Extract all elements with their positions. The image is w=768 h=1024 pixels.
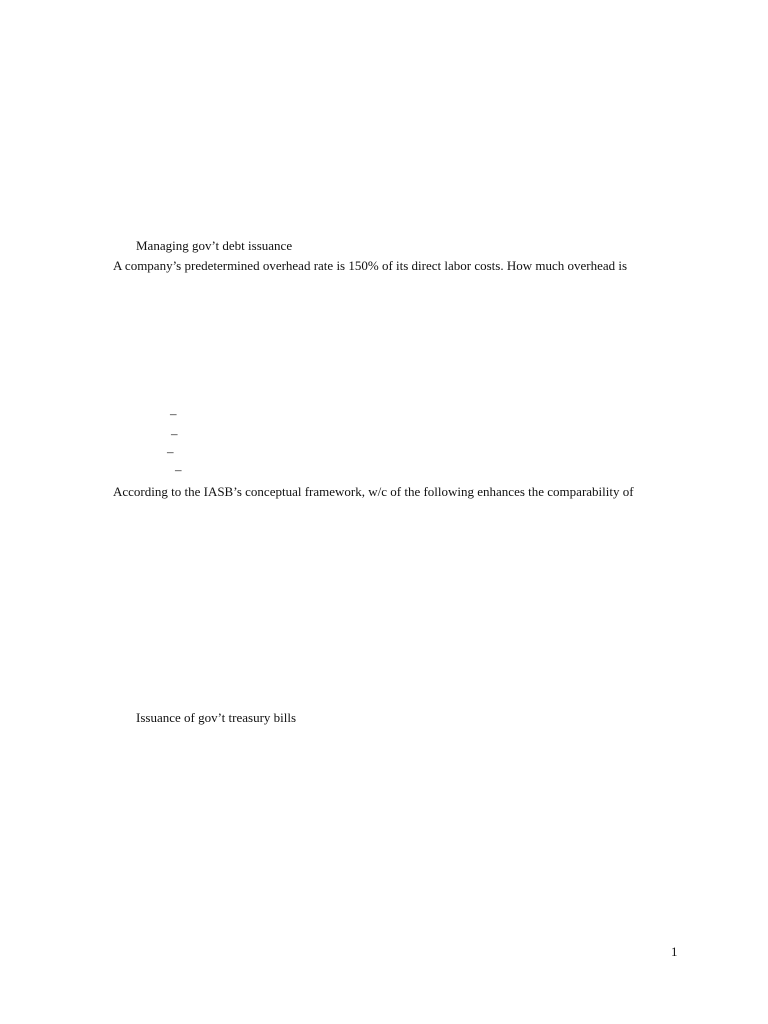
heading-line-debt-issuance: Managing gov’t debt issuance xyxy=(136,238,293,253)
question-line-overhead-rate: A company’s predetermined overhead rate is 150% of its direct labor costs. How much overhead is xyxy=(113,258,628,273)
dash-marker-1: – xyxy=(170,406,177,421)
dash-marker-4: – xyxy=(175,462,182,477)
heading-line-treasury-bills: Issuance of gov’t treasury bills xyxy=(136,710,297,725)
dash-marker-2: – xyxy=(171,426,178,441)
question-line-iasb-framework: According to the IASB’s conceptual framework, w/c of the following enhances the comparability of xyxy=(113,484,634,499)
dash-marker-3: – xyxy=(167,444,174,459)
page-number: 1 xyxy=(671,944,678,959)
